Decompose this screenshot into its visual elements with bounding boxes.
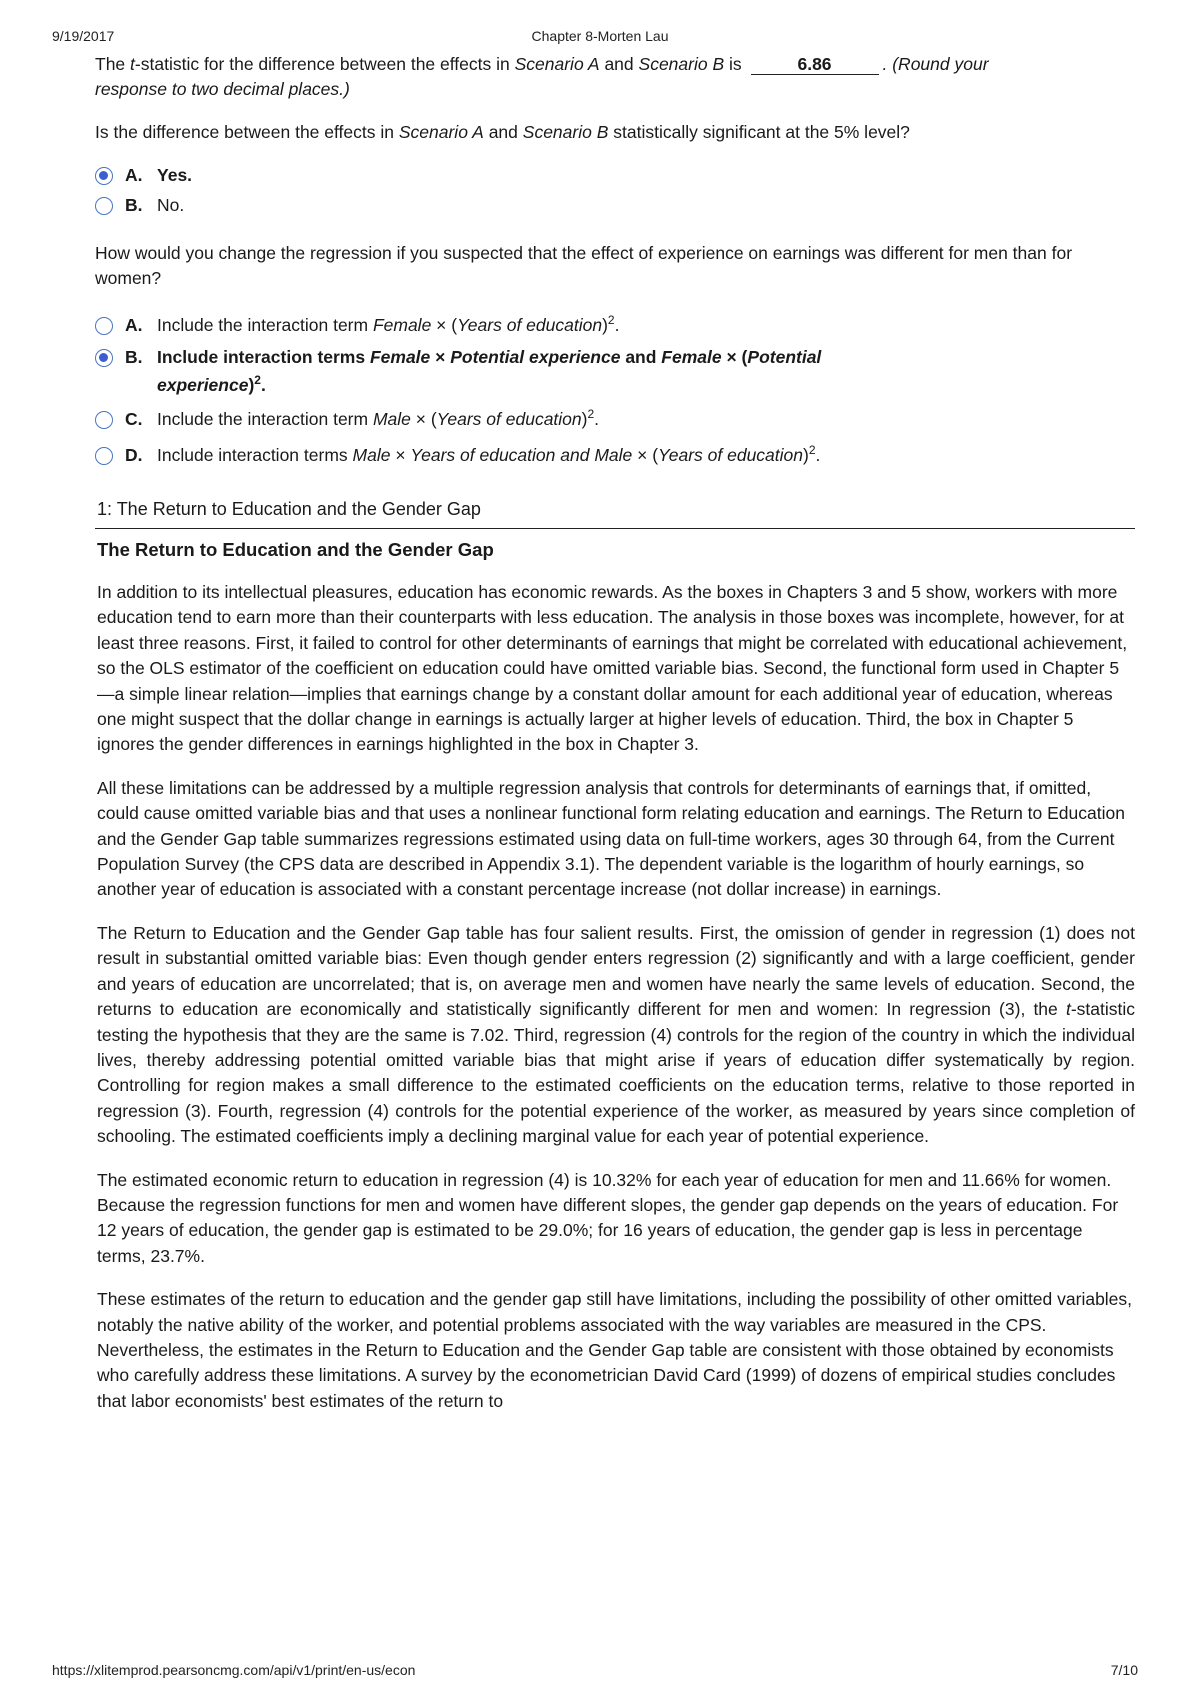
question-experience: How would you change the regression if you suspected that the effect of experience on earnings was different for men than for women? — [95, 243, 1073, 288]
paragraph-2: All these limitations can be addressed by a multiple regression analysis that controls for determinants of earnings that, if omitted, could cause omitted variable bias and that uses a nonlinear functional form relating education and earnings. The Return to Education and the Gender Gap table summarizes regressions estimated using data on full-time workers, ages 30 through 64, from the Current Population Survey (the CPS data are described in Appendix 3.1). The dependent variable is the logarithm of hourly earnings, so another year of education is associated with a constant percentage increase (not dollar increase) in earnings. — [97, 777, 1125, 900]
round-note: . (Round your — [882, 54, 989, 74]
radio-button-selected[interactable] — [95, 167, 113, 185]
option-letter: A. — [125, 165, 143, 185]
question-t-statistic — [95, 52, 1135, 102]
paragraph-1: In addition to its intellectual pleasures, education has economic rewards. As the boxes in Chapters 3 and 5 show, workers with more education tend to earn more than their counterparts with less education. The analysis in those boxes was incomplete, however, for at least three reasons. First, it failed to control for other determinants of earnings that might be correlated with educational achievement, so the OLS estimator of the coefficient on education could have omitted variable bias. Second, the functional form used in Chapter 5—a simple linear relation—implies that earnings change by a constant dollar amount for each additional year of education, whereas one might suspect that the dollar change in earnings is actually larger at higher levels of education. Third, the box in Chapter 5 ignores the gender differences in earnings highlighted in the box in Chapter 3. — [97, 582, 1128, 755]
q1-scenario-a: Scenario A — [514, 54, 600, 74]
option-text: Include interaction terms Male × Years of education and Male × (Years of education)$^2$. — [157, 443, 821, 465]
option-letter: C. — [125, 409, 143, 429]
round-note: response to two decimal places.) — [95, 79, 350, 99]
q3-option-d[interactable] — [95, 441, 1135, 471]
paragraph-4: The estimated economic return to education in regression (4) is 10.32% for each year of education for men and 11.66% for women. Because the regression functions for men and women have different slopes, the gender gap depends on the years of education. For 12 years of education, the gender gap is estimated to be 29.0%; for 16 years of education, the gender gap is less in percentage terms, 23.7%. — [97, 1169, 1119, 1266]
q2-text: and — [483, 122, 523, 142]
q3-option-c[interactable] — [95, 405, 1135, 435]
option-letter: B. — [125, 195, 143, 215]
option-text: Include the interaction term Female × (Years of education)$^2$. — [157, 313, 620, 335]
q2-text: Is the difference between the effects in — [95, 122, 399, 142]
q3-option-a[interactable] — [95, 311, 1135, 341]
option-text: No. — [157, 195, 185, 215]
q1-t-italic: t — [130, 54, 135, 74]
option-text: Include interaction terms Female × Potential experience and Female × (Potential experience)$^2$. — [157, 347, 822, 395]
q3-option-b[interactable] — [95, 343, 1135, 399]
q1-text: and — [599, 54, 639, 74]
q2-scenario-a: Scenario A — [398, 122, 484, 142]
radio-button-selected[interactable] — [95, 349, 113, 367]
q2-option-a[interactable] — [95, 161, 1135, 191]
print-url: https://xlitemprod.pearsoncmg.com/api/v1/print/en-us/econ — [52, 1662, 416, 1678]
section-title: The Return to Education and the Gender Gap — [97, 539, 494, 560]
option-text: Include the interaction term Male × (Years of education)$^2$. — [157, 407, 600, 429]
paragraph-3: The Return to Education and the Gender Gap table has four salient results. First, the omission of gender in regression (1) does not result in substantial omitted variable bias: Even though gender enters regression (2) significantly and with a large coefficient, gender and years of education are uncorrelated; that is, on average men and women have nearly the same levels of education. Second, the returns to education are economically and statistically significantly different for men and women: In regression (3), the t-statistic testing the hypothesis that they are the same is 7.02. Third, regression (4) controls for the region of the country in which the individual lives, thereby addressing potential omitted variable bias that might arise if years of education differ systematically by region. Controlling for region makes a small difference to the estimated coefficients on the education terms, relative to those reported in regression (3). Fourth, regression (4) controls for the potential experience of the worker, as measured by years since completion of schooling. The estimated coefficients imply a declining marginal value for each year of potential experience. — [97, 922, 1135, 1147]
print-title: Chapter 8-Morten Lau — [531, 28, 669, 44]
option-letter: D. — [125, 445, 143, 465]
q3-options — [95, 311, 1135, 471]
option-letter: B. — [125, 347, 143, 367]
q2-option-b[interactable] — [95, 191, 1135, 221]
q1-text: The — [95, 54, 131, 74]
q1-text: is — [724, 54, 742, 74]
q1-text: -statistic for the difference between the effects in — [134, 54, 515, 74]
answer-field[interactable]: 6.86 — [751, 54, 879, 75]
option-letter: A. — [125, 315, 143, 335]
page-content — [95, 52, 1135, 1414]
q2-options — [95, 161, 1135, 221]
option-text: Yes. — [157, 165, 193, 185]
radio-button[interactable] — [95, 411, 113, 429]
radio-button[interactable] — [95, 197, 113, 215]
question-significance — [95, 120, 1135, 145]
print-date: 9/19/2017 — [52, 28, 115, 44]
radio-button[interactable] — [95, 447, 113, 465]
q2-scenario-b: Scenario B — [522, 122, 609, 142]
q1-scenario-b: Scenario B — [638, 54, 725, 74]
section-heading: 1: The Return to Education and the Gender Gap — [95, 497, 1135, 529]
radio-button[interactable] — [95, 317, 113, 335]
q2-text: statistically significant at the 5% level? — [608, 122, 910, 142]
page-number: 7/10 — [1110, 1662, 1138, 1678]
paragraph-5: These estimates of the return to education and the gender gap still have limitations, including the possibility of other omitted variables, notably the native ability of the worker, and potential problems associated with the way variables are measured in the CPS. Nevertheless, the estimates in the Return to Education and the Gender Gap table are consistent with those obtained by economists who carefully address these limitations. A survey by the econometrician David Card (1999) of dozens of empirical studies concludes that labor economists' best estimates of the return to — [97, 1289, 1133, 1411]
